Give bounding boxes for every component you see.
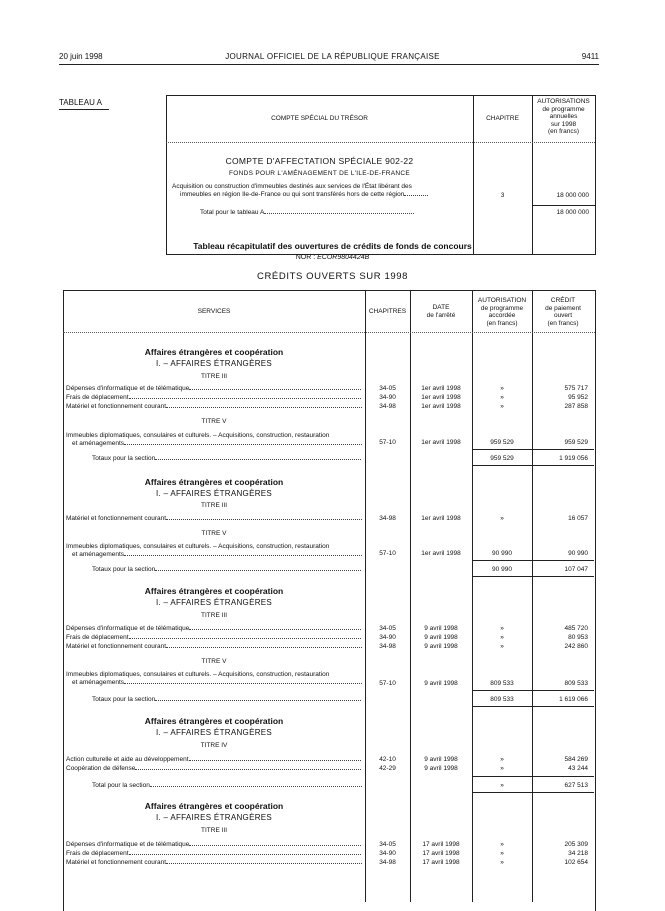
col-credit-header: CRÉDIT de paiement ouvert (en francs): [545, 297, 581, 327]
section-heading: Affaires étrangères et coopération: [144, 801, 284, 811]
tableau-a-label: TABLEAU A: [59, 98, 102, 107]
titre-label: TITRE III: [201, 502, 227, 509]
section-subheading: I. – AFFAIRES ÉTRANGÈRES: [155, 489, 273, 498]
recap-nor: NOR : ECOR9804424B: [295, 254, 370, 261]
section-subheading: I. – AFFAIRES ÉTRANGÈRES: [155, 359, 273, 368]
col-date-header: DATE de l'arrêté: [426, 304, 456, 319]
header-page-number: 9411: [581, 52, 599, 61]
col-chapitre-header: CHAPITRE: [486, 115, 519, 122]
titre-label: TITRE V: [201, 658, 227, 665]
section-heading: Affaires étrangères et coopération: [144, 716, 284, 726]
recap-title: Tableau récapitulatif des ouvertures de crédits de fonds de concours: [193, 241, 472, 251]
section-heading: Affaires étrangères et coopération: [144, 347, 284, 357]
col-autorisations-header: AUTORISATIONS de programme annuelles sur 1998 (en francs): [537, 98, 590, 135]
titre-label: TITRE III: [201, 373, 227, 380]
section-heading: Affaires étrangères et coopération: [144, 586, 284, 596]
credits-title: CRÉDITS OUVERTS SUR 1998: [257, 271, 408, 282]
section-subheading: I. – AFFAIRES ÉTRANGÈRES: [155, 728, 273, 737]
titre-label: TITRE V: [201, 530, 227, 537]
section-subheading: I. – AFFAIRES ÉTRANGÈRES: [155, 598, 273, 607]
titre-label: TITRE III: [201, 612, 227, 619]
tableau-a-underline: [59, 109, 109, 110]
header-date: 20 juin 1998: [59, 52, 103, 61]
col-chapitres-header: CHAPITRES: [368, 308, 407, 315]
col-services-header: SERVICES: [197, 308, 231, 315]
total-tableau-a-label: Total pour le tableau A: [200, 209, 414, 217]
titre-label: TITRE V: [201, 418, 227, 425]
col-compte-header: COMPTE SPÉCIAL DU TRÉSOR: [271, 115, 368, 122]
compte-row-amount: 18 000 000: [556, 192, 589, 199]
compte-subtitle: FONDS POUR L'AMÉNAGEMENT DE L'ILE-DE-FRANCE: [228, 170, 411, 177]
compte-title: COMPTE D'AFFECTATION SPÉCIALE 902-22: [225, 156, 414, 166]
section-subheading: I. – AFFAIRES ÉTRANGÈRES: [155, 813, 273, 822]
titre-label: TITRE III: [201, 827, 227, 834]
header-rule: [59, 64, 599, 65]
col-autorisation-header: AUTORISATION de programme accordée (en francs): [477, 297, 527, 327]
section-heading: Affaires étrangères et coopération: [144, 477, 284, 487]
compte-row-chapitre: 3: [500, 192, 505, 199]
total-tableau-a-amount: 18 000 000: [556, 209, 589, 216]
header-journal: JOURNAL OFFICIEL DE LA RÉPUBLIQUE FRANÇAISE: [225, 52, 440, 61]
titre-label: TITRE IV: [200, 742, 228, 749]
compte-row-text: Acquisition ou construction d'immeubles destinés aux services de l'État libérant des immeubles en région Ile-de-France ou qui sont transférés hors de cette région: [172, 183, 470, 198]
